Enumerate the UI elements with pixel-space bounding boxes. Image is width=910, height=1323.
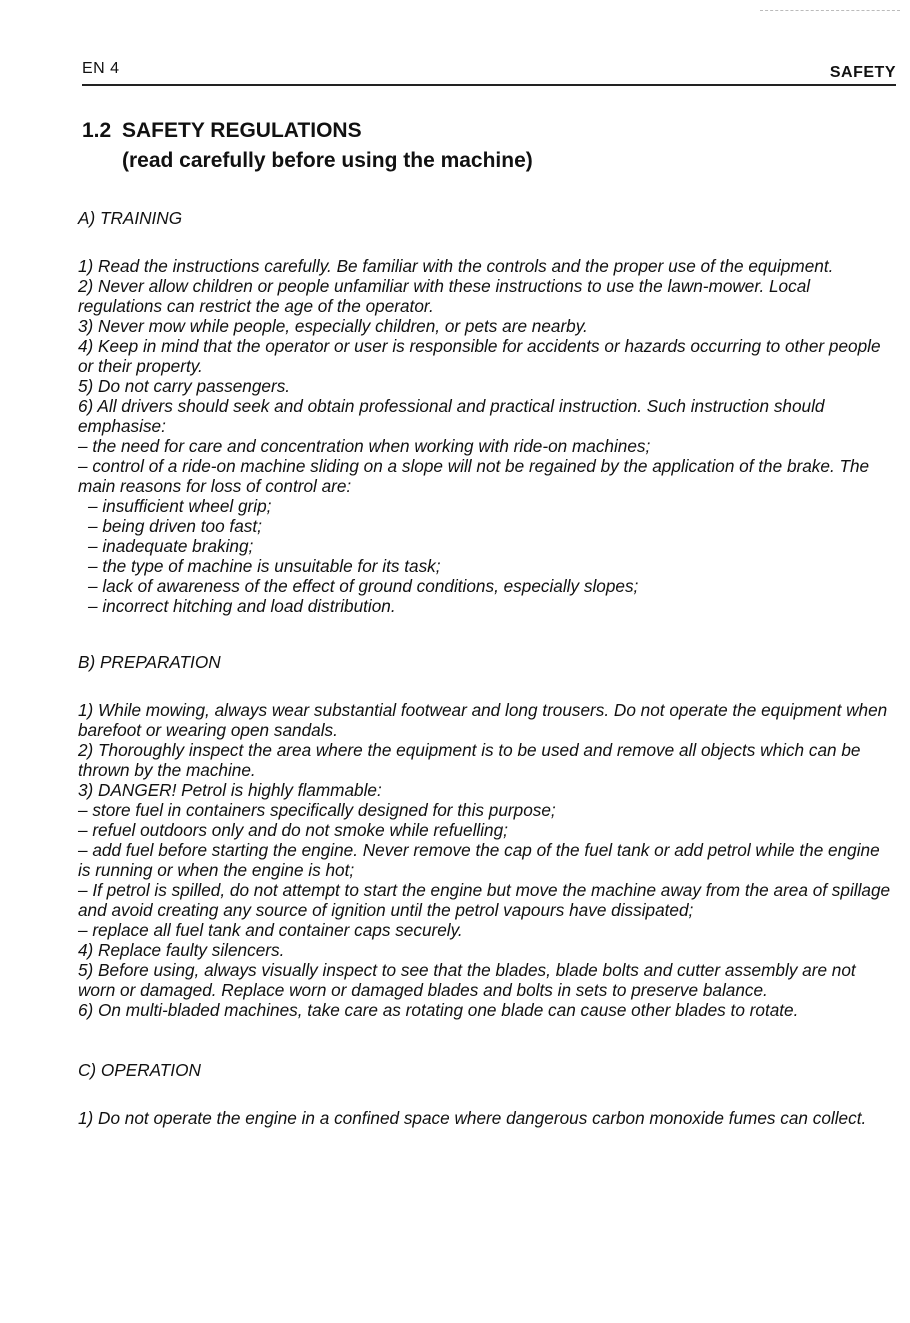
- training-item: 4) Keep in mind that the operator or user is responsible for accidents or hazards occurring to other people or their property.: [78, 336, 881, 376]
- preparation-item: – replace all fuel tank and container caps securely.: [78, 920, 463, 940]
- operation-item: 1) Do not operate the engine in a confined space where dangerous carbon monoxide fumes can collect.: [78, 1108, 867, 1128]
- training-item: 1) Read the instructions carefully. Be familiar with the controls and the proper use of the equipment.: [78, 256, 834, 276]
- page-number: EN 4: [82, 60, 120, 77]
- section-heading: [82, 116, 862, 176]
- preparation-item: 1) While mowing, always wear substantial footwear and long trousers. Do not operate the equipment when barefoot or wearing open sandals.: [78, 700, 888, 740]
- training-subitem: – lack of awareness of the effect of ground conditions, especially slopes;: [88, 576, 639, 596]
- training-item: 5) Do not carry passengers.: [78, 376, 291, 396]
- page-header: [82, 58, 896, 88]
- section-subtitle: (read carefully before using the machine): [122, 149, 533, 172]
- training-subitem: – incorrect hitching and load distribution.: [88, 596, 396, 616]
- preparation-heading: B) PREPARATION: [78, 652, 221, 672]
- training-item: 3) Never mow while people, especially children, or pets are nearby.: [78, 316, 588, 336]
- training-subitem: – insufficient wheel grip;: [88, 496, 272, 516]
- header-rule: [82, 84, 896, 86]
- preparation-item: 4) Replace faulty silencers.: [78, 940, 285, 960]
- regulations-body: [78, 208, 894, 1128]
- preparation-item: – If petrol is spilled, do not attempt to start the engine but move the machine away from the area of spillage and avoid creating any source of ignition until the petrol vapours have dissipated;: [78, 880, 891, 920]
- training-subitem: – being driven too fast;: [88, 516, 262, 536]
- preparation-item: – add fuel before starting the engine. Never remove the cap of the fuel tank or add petrol while the engine is running or when the engine is hot;: [78, 840, 880, 880]
- training-item: – control of a ride-on machine sliding on a slope will not be regained by the application of the brake. The main reasons for loss of control are:: [78, 456, 870, 496]
- training-item: 2) Never allow children or people unfamiliar with these instructions to use the lawn-mower. Local regulations can restrict the age of the operator.: [78, 276, 811, 316]
- scan-edge-line: [760, 10, 900, 11]
- chapter-label: SAFETY: [829, 64, 896, 81]
- section-number: 1.2: [82, 119, 112, 142]
- preparation-item: 6) On multi-bladed machines, take care as rotating one blade can cause other blades to rotate.: [78, 1000, 799, 1020]
- preparation-item: 5) Before using, always visually inspect to see that the blades, blade bolts and cutter assembly are not worn or damaged. Replace worn or damaged blades and bolts in sets to preserve balance.: [78, 960, 856, 1000]
- training-item: – the need for care and concentration when working with ride-on machines;: [78, 436, 651, 456]
- preparation-item: 2) Thoroughly inspect the area where the equipment is to be used and remove all objects which can be thrown by the machine.: [78, 740, 861, 780]
- preparation-item: – refuel outdoors only and do not smoke while refuelling;: [78, 820, 508, 840]
- preparation-item: 3) DANGER! Petrol is highly flammable:: [78, 780, 382, 800]
- training-item: 6) All drivers should seek and obtain professional and practical instruction. Such instruction should emphasise:: [78, 396, 825, 436]
- training-subitem: – inadequate braking;: [88, 536, 254, 556]
- section-title: SAFETY REGULATIONS: [122, 119, 362, 142]
- training-heading: A) TRAINING: [78, 208, 183, 228]
- training-subitem: – the type of machine is unsuitable for its task;: [88, 556, 441, 576]
- preparation-item: – store fuel in containers specifically designed for this purpose;: [78, 800, 556, 820]
- operation-heading: C) OPERATION: [78, 1060, 201, 1080]
